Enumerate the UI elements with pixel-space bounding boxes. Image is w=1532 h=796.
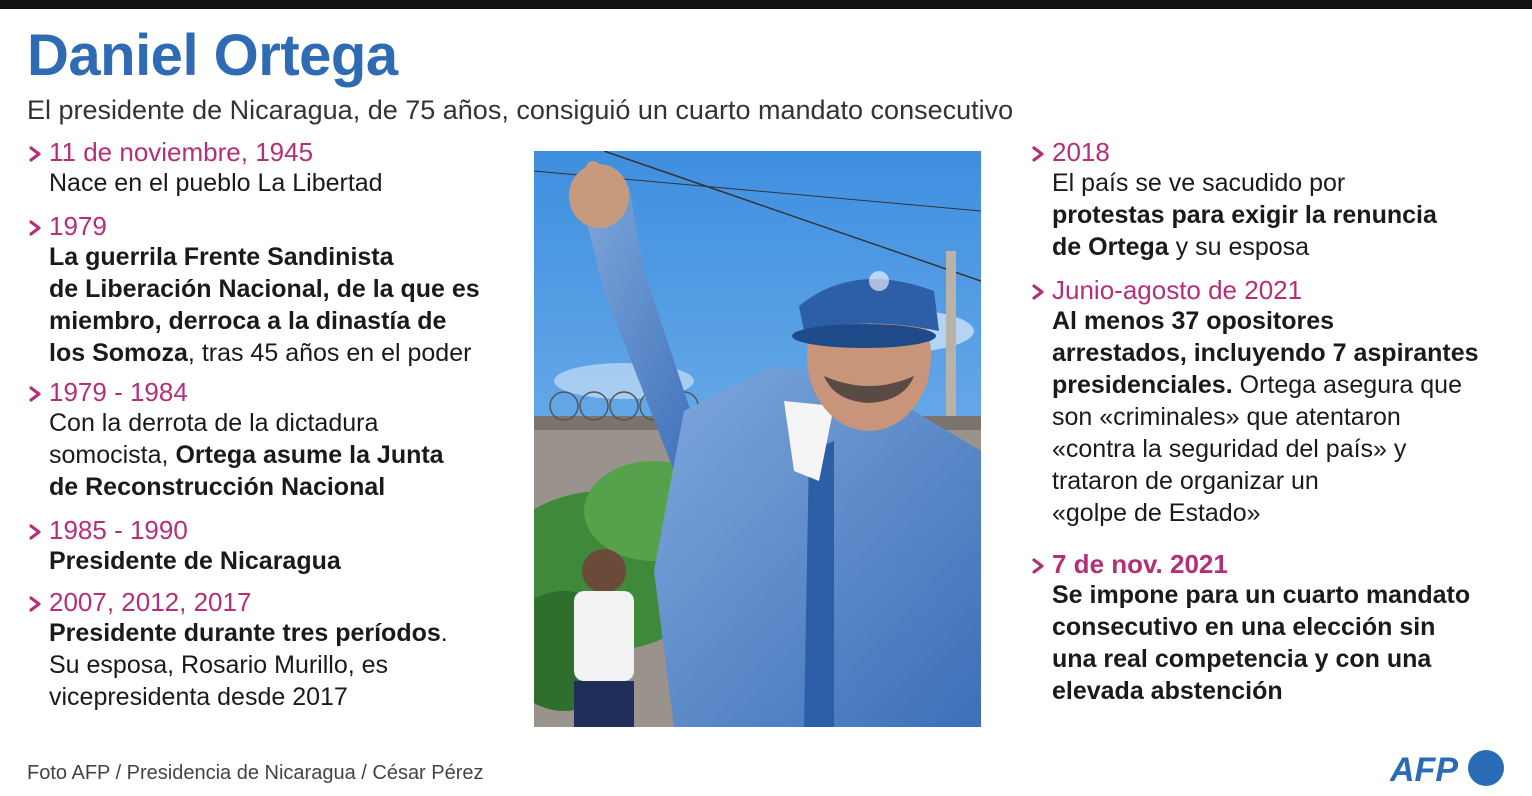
chevron-right-icon [27, 220, 43, 236]
timeline-entry [1030, 549, 1525, 707]
timeline-description [49, 167, 527, 199]
chevron-right-icon [27, 146, 43, 162]
chevron-right-icon [27, 596, 43, 612]
description-bold-text: protestas para exigir la renuncia de Ortega [1052, 201, 1437, 261]
timeline-left [27, 137, 527, 713]
timeline-description [1052, 167, 1525, 263]
description-text: Ortega asegura que son «criminales» que atentaron «contra la seguridad del país» y trataron de organizar un «golpe de Estado» [1052, 371, 1462, 527]
timeline-description [49, 407, 527, 503]
timeline-date: 1979 [49, 211, 107, 241]
timeline-date: 2018 [1052, 137, 1110, 167]
timeline-entry [27, 515, 527, 577]
afp-logo [1390, 748, 1506, 788]
portrait-photo-icon [534, 151, 981, 727]
description-bold-text: Ortega asume la Junta de Reconstrucción Nacional [49, 441, 444, 501]
timeline-entry [27, 211, 527, 369]
timeline-right [1030, 137, 1525, 707]
svg-text:AFP: AFP [1390, 751, 1458, 788]
timeline-entry [27, 587, 527, 713]
description-bold-text: Se impone para un cuarto mandato consecutivo en una elección sin una real competencia y con una elevada abstención [1052, 581, 1471, 705]
timeline-entry [27, 137, 527, 199]
description-text: . Su esposa, Rosario Murillo, es vicepresidenta desde 2017 [49, 619, 448, 711]
description-text: y su esposa [1168, 233, 1310, 261]
chevron-right-icon [27, 386, 43, 402]
timeline-date: 7 de nov. 2021 [1052, 549, 1228, 579]
afp-logo-icon [1390, 748, 1506, 788]
description-bold-text: Presidente durante tres períodos [49, 619, 441, 647]
timeline-date: Junio-agosto de 2021 [1052, 275, 1303, 305]
top-bar [0, 0, 1532, 9]
timeline-date: 2007, 2012, 2017 [49, 587, 252, 617]
timeline-description [49, 545, 527, 577]
description-bold-text: La guerrila Frente Sandinista de Liberación Nacional, de la que es miembro, derroca a la dinastía de los Somoza [49, 243, 480, 367]
page-subtitle: El presidente de Nicaragua, de 75 años, consiguió un cuarto mandato consecutivo [27, 95, 1014, 125]
portrait-photo [534, 151, 981, 727]
page-title: Daniel Ortega [27, 23, 398, 88]
chevron-right-icon [1030, 284, 1046, 300]
chevron-right-icon [1030, 558, 1046, 574]
timeline-entry [1030, 275, 1525, 529]
description-bold-text: Al menos 37 opositores arrestados, incluyendo 7 aspirantes presidenciales. [1052, 307, 1479, 399]
description-text: El país se ve sacudido por [1052, 169, 1346, 197]
timeline-entry [27, 377, 527, 503]
timeline-date: 1979 - 1984 [49, 377, 188, 407]
timeline-date: 11 de noviembre, 1945 [49, 137, 314, 167]
description-text: , tras 45 años en el poder [187, 339, 472, 367]
timeline-description [1052, 305, 1525, 529]
description-text: Nace en el pueblo La Libertad [49, 169, 383, 197]
chevron-right-icon [1030, 146, 1046, 162]
chevron-right-icon [27, 524, 43, 540]
timeline-date: 1985 - 1990 [49, 515, 188, 545]
timeline-description [49, 241, 527, 369]
description-bold-text: Presidente de Nicaragua [49, 547, 341, 575]
timeline-entry [1030, 137, 1525, 263]
timeline-description [1052, 579, 1525, 707]
timeline-description [49, 617, 527, 713]
photo-credit: Foto AFP / Presidencia de Nicaragua / César Pérez [27, 762, 484, 784]
description-text: Con la derrota de la dictadura somocista, [49, 409, 379, 469]
